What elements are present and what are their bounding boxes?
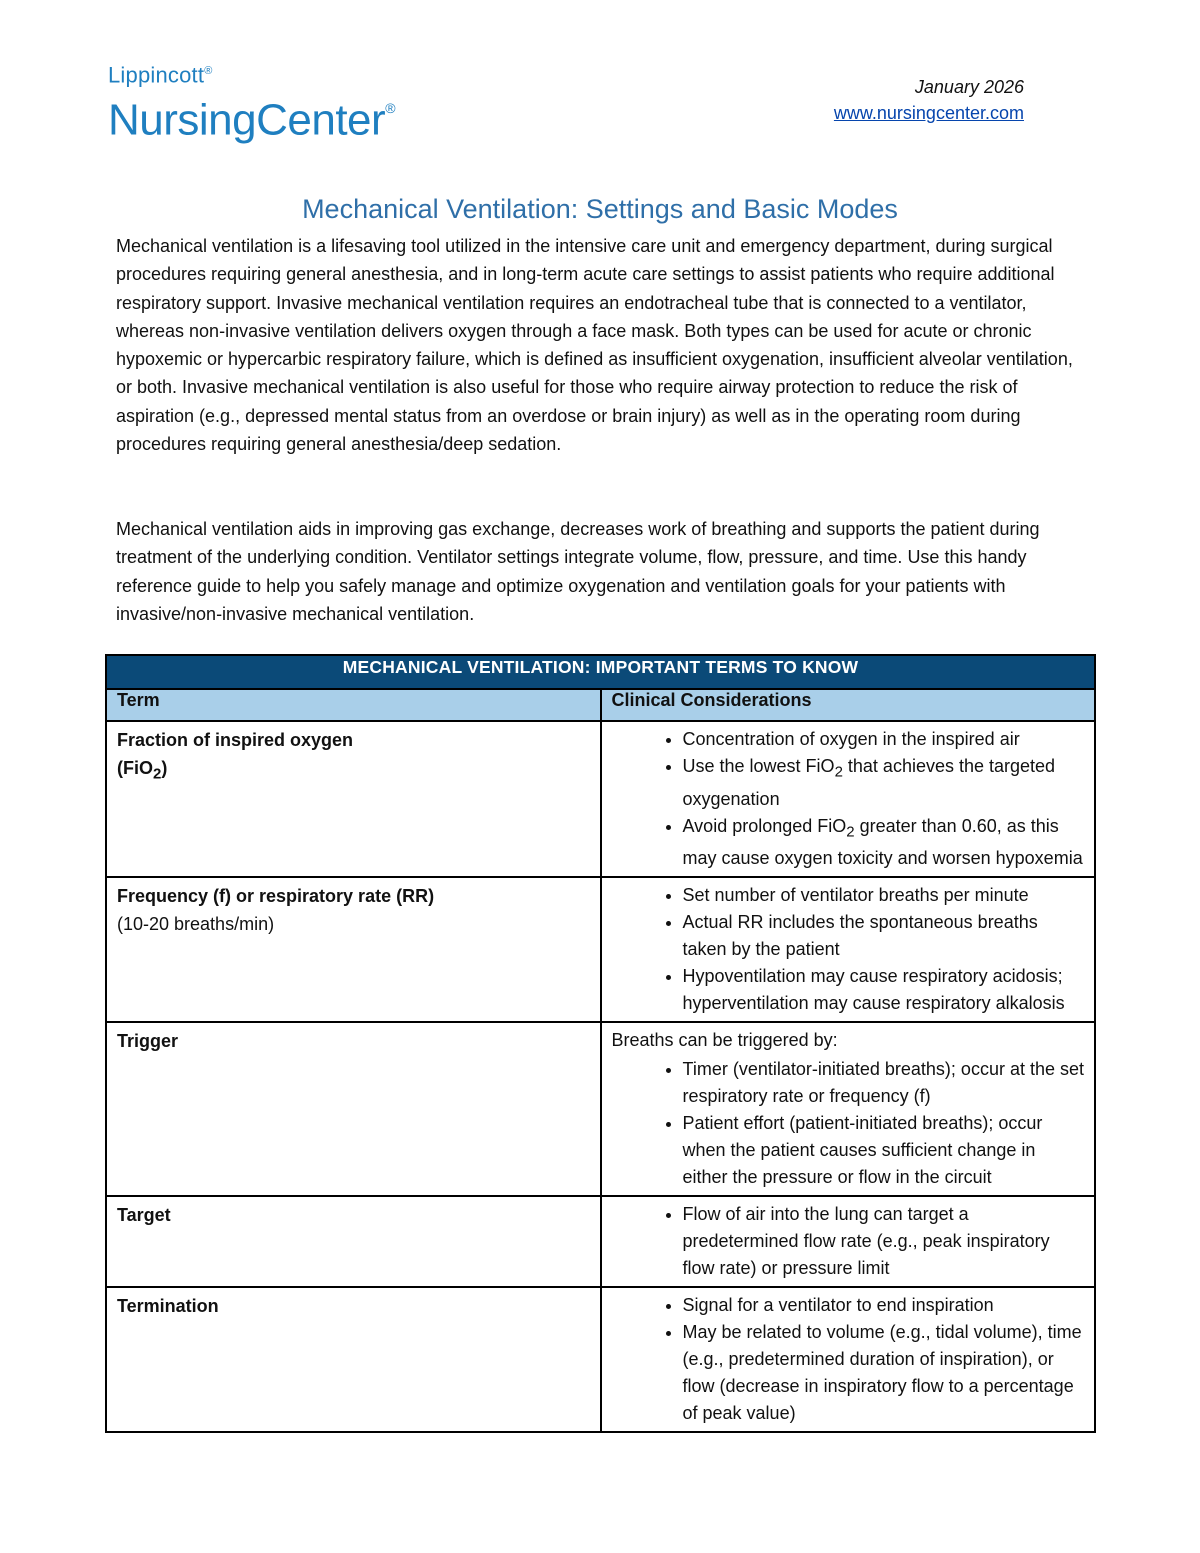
table-row <box>106 1287 1095 1432</box>
table-row <box>106 1196 1095 1287</box>
table-banner: MECHANICAL VENTILATION: IMPORTANT TERMS TO KNOW <box>106 655 1095 689</box>
terms-table <box>105 654 1096 1433</box>
term-range-note: (10-20 breaths/min) <box>117 914 275 935</box>
clinical-cell <box>601 877 1096 1022</box>
table-row <box>106 1022 1095 1196</box>
clinical-cell <box>601 1196 1096 1287</box>
bullet-list <box>612 726 1085 872</box>
term-cell <box>106 1287 601 1432</box>
bullet-list <box>612 882 1085 1017</box>
table-banner-row <box>106 655 1095 689</box>
list-item: • Set number of ventilator breaths per minute <box>683 882 1085 909</box>
document-title: Mechanical Ventilation: Settings and Basic Modes <box>302 194 898 225</box>
term-name: Termination <box>117 1296 219 1317</box>
list-item: • Concentration of oxygen in the inspired air <box>683 726 1085 753</box>
term-name: Target <box>117 1205 171 1226</box>
term-abbreviation: (FiO$_2$) <box>117 758 168 783</box>
list-item: • Avoid prolonged FiO$_2$ greater than 0.60, as this may cause oxygen toxicity and worsen hypoxemia <box>683 813 1085 873</box>
list-item: • Hypoventilation may cause respiratory acidosis; hyperventilation may cause respiratory alkalosis <box>683 963 1085 1017</box>
website-link[interactable]: www.nursingcenter.com <box>833 103 1024 123</box>
clinical-lead-text: Breaths can be triggered by: <box>611 1030 838 1051</box>
clinical-cell <box>601 1287 1096 1432</box>
term-cell <box>106 1022 601 1196</box>
term-cell <box>106 721 601 877</box>
column-header-clinical: Clinical Considerations <box>601 689 1096 721</box>
logo-nursingcenter: NursingCenter® <box>108 95 396 145</box>
clinical-cell <box>601 721 1096 877</box>
term-name: Fraction of inspired oxygen <box>117 730 354 750</box>
list-item: • May be related to volume (e.g., tidal volume), time (e.g., predetermined duration of inspiration), or flow (decrease in inspiratory flow to a percentage of peak value) <box>683 1319 1085 1427</box>
term-name: Frequency (f) or respiratory rate (RR) <box>117 886 435 907</box>
list-item: • Actual RR includes the spontaneous breaths taken by the patient <box>683 909 1085 963</box>
document-date: January 2026 <box>914 77 1024 97</box>
header-meta <box>834 74 1024 126</box>
list-item: • Signal for a ventilator to end inspiration <box>683 1292 1085 1319</box>
nursingcenter-logo[interactable] <box>108 58 395 145</box>
term-cell <box>106 877 601 1022</box>
column-header-term: Term <box>106 689 601 721</box>
purpose-paragraph: Mechanical ventilation aids in improving gas exchange, decreases work of breathing and supports the patient during treatment of the underlying condition. Ventilator settings integrate volume, flow, pressure, and time. Use this handy reference guide to help you safely manage and optimize oxygenation and ventilation goals for your patients with invasive/non-invasive mechanical ventilation. <box>116 519 1040 624</box>
logo-lippincott: Lippincott® <box>108 62 213 88</box>
list-item: • Patient effort (patient-initiated breaths); occur when the patient causes sufficient change in either the pressure or flow in the circuit <box>683 1110 1085 1191</box>
bullet-list <box>612 1056 1085 1191</box>
bullet-list <box>612 1201 1085 1282</box>
term-cell <box>106 1196 601 1287</box>
list-item: • Timer (ventilator-initiated breaths); occur at the set respiratory rate or frequency (f) <box>683 1056 1085 1110</box>
bullet-list <box>612 1292 1085 1427</box>
table-row <box>106 877 1095 1022</box>
intro-paragraph: Mechanical ventilation is a lifesaving tool utilized in the intensive care unit and emergency department, during surgical procedures requiring general anesthesia, and in long-term acute care settings to assist patients who require additional respiratory support. Invasive mechanical ventilation requires an endotracheal tube that is connected to a ventilator, whereas non-invasive ventilation delivers oxygen through a face mask. Both types can be used for acute or chronic hypoxemic or hypercarbic respiratory failure, which is defined as insufficient oxygenation, insufficient alveolar ventilation, or both. Invasive mechanical ventilation is also useful for those who require airway protection to reduce the risk of aspiration (e.g., depressed mental status from an overdose or brain injury) as well as in the operating room during procedures requiring general anesthesia/deep sedation. <box>116 236 1073 455</box>
list-item: • Use the lowest FiO$_2$ that achieves the targeted oxygenation <box>683 753 1085 813</box>
list-item: • Flow of air into the lung can target a predetermined flow rate (e.g., peak inspiratory flow rate) or pressure limit <box>683 1201 1085 1282</box>
table-header-row <box>106 689 1095 721</box>
clinical-cell <box>601 1022 1096 1196</box>
term-name: Trigger <box>117 1031 179 1052</box>
table-row <box>106 721 1095 877</box>
